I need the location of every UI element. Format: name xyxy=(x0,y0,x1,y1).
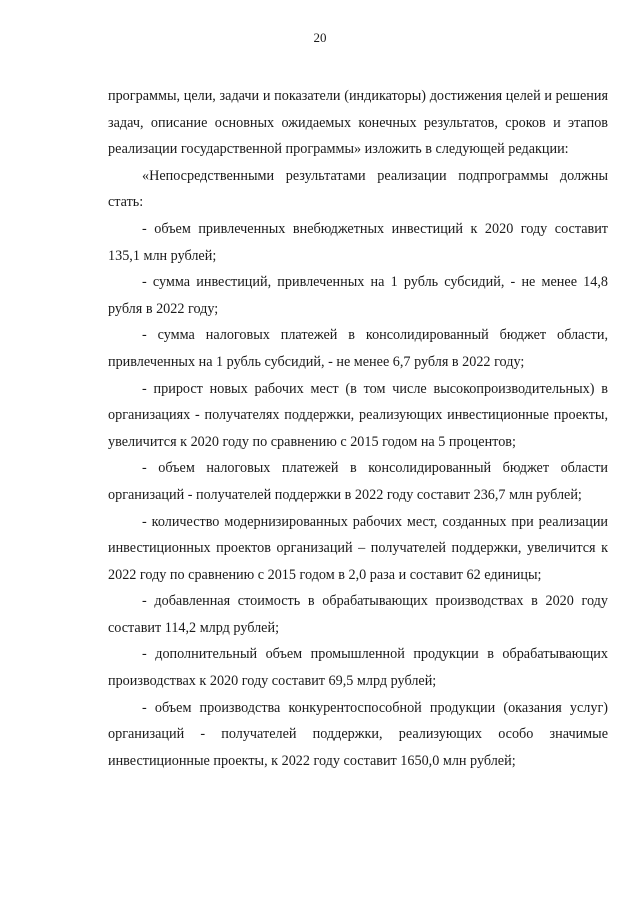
result-item: - дополнительный объем промышленной продукции в обрабатывающих производствах к 2020 году составит 69,5 млрд рублей; xyxy=(108,646,608,690)
result-item: - объем привлеченных внебюджетных инвестиций к 2020 году составит 135,1 млн рублей; xyxy=(108,220,608,264)
result-item: - прирост новых рабочих мест (в том числе высокопроизводительных) в организациях - получателях поддержки, реализующих инвестиционные проекты, увеличится к 2020 году по сравнению с 2015 годом на 5 процентов; xyxy=(108,380,608,450)
result-item: - сумма налоговых платежей в консолидированный бюджет области, привлеченных на 1 рубль субсидий, - не менее 6,7 рубля в 2022 году; xyxy=(108,327,608,370)
result-item: - объем производства конкурентоспособной продукции (оказания услуг) организаций - получателей поддержки, реализующих особо значимые инвестиционные проекты, к 2022 году составит 1650,0 млн рублей; xyxy=(108,699,608,769)
result-item: - добавленная стоимость в обрабатывающих производствах в 2020 году составит 114,2 млрд рублей; xyxy=(108,593,608,636)
result-item: - сумма инвестиций, привлеченных на 1 рубль субсидий, - не менее 14,8 рубля в 2022 году; xyxy=(108,274,608,317)
result-item: - объем налоговых платежей в консолидированный бюджет области организаций - получателей поддержки в 2022 году составит 236,7 млн рублей; xyxy=(108,460,608,503)
page-number: 20 xyxy=(313,30,327,45)
results-heading-paragraph: «Непосредственными результатами реализации подпрограммы должны стать: xyxy=(108,167,608,211)
document-body xyxy=(108,83,608,774)
intro-paragraph: программы, цели, задачи и показатели (индикаторы) достижения целей и решения задач, описание основных ожидаемых конечных результатов, сроков и этапов реализации государственной программы» изложить в следующей редакции: xyxy=(108,88,608,158)
result-item: - количество модернизированных рабочих мест, созданных при реализации инвестиционных проектов организаций – получателей поддержки, увеличится к 2022 году по сравнению с 2015 годом в 2,0 раза и составит 62 единицы; xyxy=(108,513,608,583)
